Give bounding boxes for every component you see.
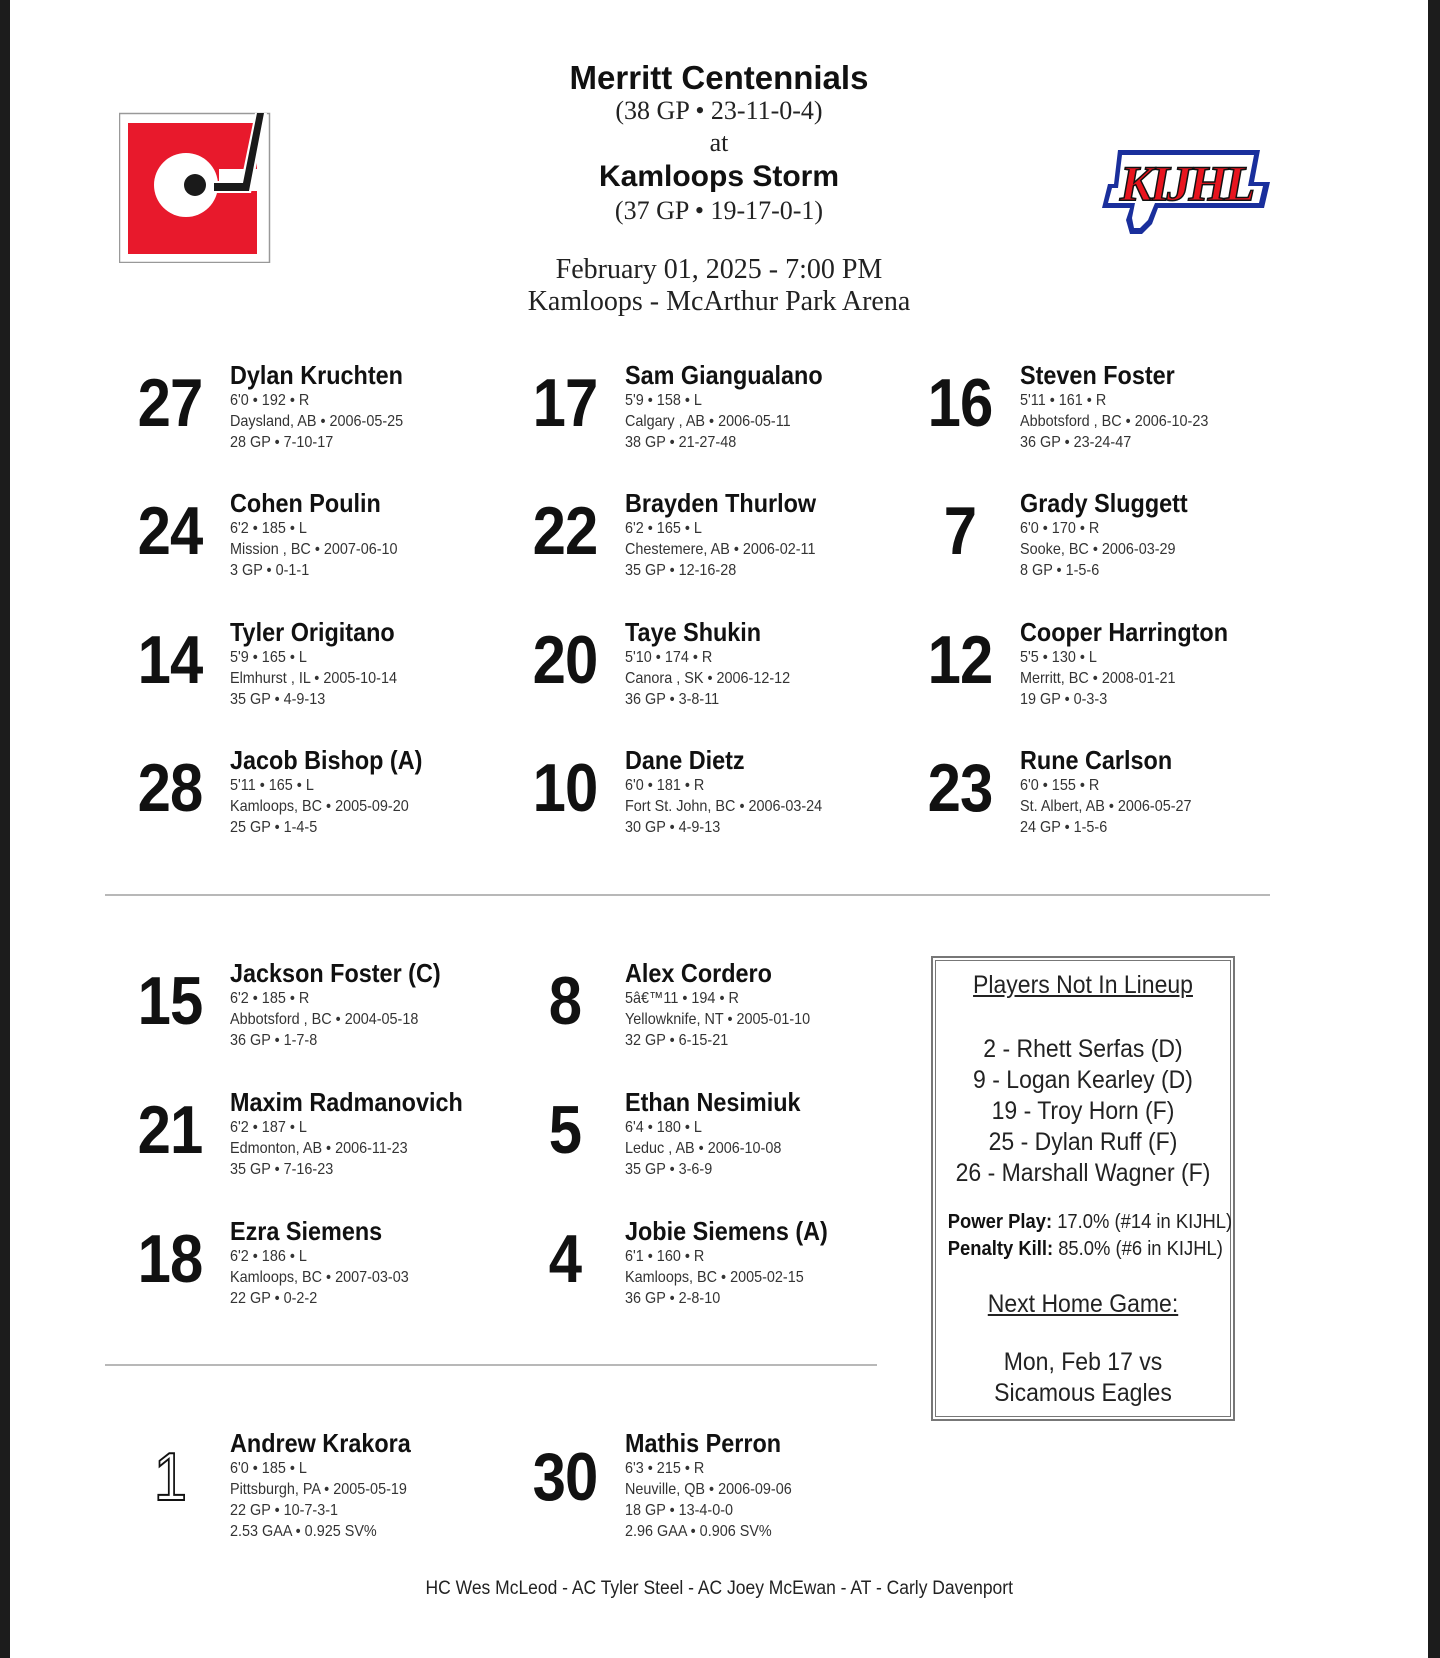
defense-divider xyxy=(105,1364,877,1366)
penalty-kill-value: 85.0% (#6 in KIJHL) xyxy=(1058,1238,1223,1260)
svg-text:KIJHL: KIJHL xyxy=(1119,155,1253,211)
player-hometown: Elmhurst , IL • 2005-10-14 xyxy=(230,670,397,687)
player-physical: 6'2 • 187 • L xyxy=(230,1119,307,1136)
player-name: Mathis Perron xyxy=(625,1428,782,1458)
player-stats: 24 GP • 1-5-6 xyxy=(1020,819,1108,836)
player-hometown: Canora , SK • 2006-12-12 xyxy=(625,670,791,687)
player-physical: 5'10 • 174 • R xyxy=(625,649,713,666)
player-physical: 6'0 • 185 • L xyxy=(230,1460,307,1477)
coaching-staff-text: HC Wes McLeod - AC Tyler Steel - AC Joey McEwan - AT - Carly Davenport xyxy=(425,1578,1013,1599)
player-name: Alex Cordero xyxy=(625,958,772,988)
player-name: Sam Giangualano xyxy=(625,360,823,390)
player-name: Grady Sluggett xyxy=(1020,488,1188,518)
player-hometown: Abbotsford , BC • 2004-05-18 xyxy=(230,1011,419,1028)
player-stats: 35 GP • 7-16-23 xyxy=(230,1161,334,1178)
player-hometown: Edmonton, AB • 2006-11-23 xyxy=(230,1140,408,1157)
player-hometown: Calgary , AB • 2006-05-11 xyxy=(625,413,791,430)
player-hometown: Kamloops, BC • 2005-09-20 xyxy=(230,798,409,815)
away-team-record: (38 GP • 23-11-0-4) xyxy=(615,96,823,125)
jersey-number: 10 xyxy=(532,750,598,826)
player-physical: 5'11 • 161 • R xyxy=(1020,392,1107,409)
jersey-number: 4 xyxy=(548,1221,582,1297)
player-name: Tyler Origitano xyxy=(230,617,395,647)
player-hometown: Kamloops, BC • 2005-02-15 xyxy=(625,1269,804,1286)
jersey-number: 17 xyxy=(532,365,598,441)
player-stats: 36 GP • 2-8-10 xyxy=(625,1290,721,1307)
player-hometown: Daysland, AB • 2006-05-25 xyxy=(230,413,404,430)
player-physical: 6'2 • 185 • R xyxy=(230,990,310,1007)
jersey-number: 18 xyxy=(137,1221,203,1297)
game-datetime: February 01, 2025 - 7:00 PM xyxy=(555,254,883,285)
player-physical: 6'0 • 155 • R xyxy=(1020,777,1100,794)
player-stats: 3 GP • 0-1-1 xyxy=(230,562,310,579)
player-hometown: Leduc , AB • 2006-10-08 xyxy=(625,1140,782,1157)
lineup-sheet xyxy=(10,0,1428,1658)
player-hometown: Fort St. John, BC • 2006-03-24 xyxy=(625,798,823,815)
player-stats: 32 GP • 6-15-21 xyxy=(625,1032,729,1049)
player-physical: 5'9 • 158 • L xyxy=(625,392,702,409)
player-stats: 36 GP • 23-24-47 xyxy=(1020,434,1132,451)
home-team-record: (37 GP • 19-17-0-1) xyxy=(614,196,824,225)
jersey-number: 27 xyxy=(137,365,203,441)
player-stats: 35 GP • 4-9-13 xyxy=(230,691,326,708)
jersey-number: 16 xyxy=(927,365,993,441)
scratch-item: 9 - Logan Kearley (D) xyxy=(973,1066,1193,1094)
player-physical: 6'3 • 215 • R xyxy=(625,1460,705,1477)
jersey-number: 8 xyxy=(548,963,582,1039)
power-play-stat xyxy=(947,1209,1233,1236)
player-hometown: Pittsburgh, PA • 2005-05-19 xyxy=(230,1481,407,1498)
player-physical: 6'4 • 180 • L xyxy=(625,1119,702,1136)
player-stats: 36 GP • 1-7-8 xyxy=(230,1032,318,1049)
player-physical: 6'0 • 181 • R xyxy=(625,777,705,794)
player-name: Dane Dietz xyxy=(625,745,745,775)
jersey-number: 15 xyxy=(137,963,203,1039)
player-name: Maxim Radmanovich xyxy=(230,1087,463,1117)
jersey-number: 7 xyxy=(943,493,977,569)
player-stats: 19 GP • 0-3-3 xyxy=(1020,691,1108,708)
penalty-kill-label: Penalty Kill: xyxy=(947,1238,1054,1260)
player-stats: 25 GP • 1-4-5 xyxy=(230,819,318,836)
goalie-stats: 2.96 GAA • 0.906 SV% xyxy=(625,1523,772,1540)
player-physical: 5'11 • 165 • L xyxy=(230,777,314,794)
scratch-item: 2 - Rhett Serfas (D) xyxy=(983,1035,1183,1063)
info-box xyxy=(931,956,1235,1421)
at-label: at xyxy=(709,128,729,157)
game-venue: Kamloops - McArthur Park Arena xyxy=(527,286,911,317)
player-stats: 35 GP • 3-6-9 xyxy=(625,1161,713,1178)
goalie-stats: 2.53 GAA • 0.925 SV% xyxy=(230,1523,377,1540)
jersey-number: 12 xyxy=(927,622,993,698)
player-stats: 38 GP • 21-27-48 xyxy=(625,434,737,451)
player-stats: 36 GP • 3-8-11 xyxy=(625,691,720,708)
player-hometown: Merritt, BC • 2008-01-21 xyxy=(1020,670,1176,687)
player-hometown: Kamloops, BC • 2007-03-03 xyxy=(230,1269,409,1286)
player-name: Steven Foster xyxy=(1020,360,1175,390)
player-hometown: Abbotsford , BC • 2006-10-23 xyxy=(1020,413,1209,430)
jersey-number: 28 xyxy=(137,750,203,826)
jersey-number: 23 xyxy=(927,750,993,826)
player-name: Brayden Thurlow xyxy=(625,488,817,518)
player-stats: 30 GP • 4-9-13 xyxy=(625,819,721,836)
player-stats: 8 GP • 1-5-6 xyxy=(1020,562,1100,579)
jersey-number: 21 xyxy=(137,1092,203,1168)
away-team-name: Merritt Centennials xyxy=(569,59,869,96)
scratch-item: 26 - Marshall Wagner (F) xyxy=(955,1159,1211,1187)
next-game-opponent: Sicamous Eagles xyxy=(994,1379,1172,1407)
player-physical: 6'2 • 185 • L xyxy=(230,520,307,537)
player-physical: 5â€™11 • 194 • R xyxy=(625,990,739,1007)
jersey-number: 14 xyxy=(137,622,203,698)
player-physical: 6'1 • 160 • R xyxy=(625,1248,705,1265)
coaching-staff xyxy=(10,1578,1428,1600)
player-physical: 5'9 • 165 • L xyxy=(230,649,307,666)
scratch-item: 25 - Dylan Ruff (F) xyxy=(988,1128,1178,1156)
player-name: Andrew Krakora xyxy=(230,1428,411,1458)
player-hometown: Mission , BC • 2007-06-10 xyxy=(230,541,398,558)
jersey-number: 5 xyxy=(548,1092,582,1168)
player-name: Ethan Nesimiuk xyxy=(625,1087,801,1117)
player-stats: 22 GP • 0-2-2 xyxy=(230,1290,318,1307)
player-name: Taye Shukin xyxy=(625,617,762,647)
player-physical: 6'0 • 170 • R xyxy=(1020,520,1100,537)
player-hometown: St. Albert, AB • 2006-05-27 xyxy=(1020,798,1192,815)
player-name: Dylan Kruchten xyxy=(230,360,403,390)
player-name: Jobie Siemens (A) xyxy=(625,1216,828,1246)
player-stats: 28 GP • 7-10-17 xyxy=(230,434,334,451)
player-hometown: Neuville, QB • 2006-09-06 xyxy=(625,1481,792,1498)
player-hometown: Sooke, BC • 2006-03-29 xyxy=(1020,541,1176,558)
player-name: Rune Carlson xyxy=(1020,745,1173,775)
jersey-number: 22 xyxy=(532,493,598,569)
player-physical: 6'2 • 165 • L xyxy=(625,520,702,537)
next-game-date: Mon, Feb 17 vs xyxy=(1003,1348,1163,1376)
jersey-number: 20 xyxy=(532,622,598,698)
jersey-number: 24 xyxy=(137,493,203,569)
forwards-divider xyxy=(105,894,1270,896)
player-name: Jackson Foster (C) xyxy=(230,958,441,988)
scratches-title: Players Not In Lineup xyxy=(973,971,1193,999)
player-physical: 5'5 • 130 • L xyxy=(1020,649,1097,666)
player-name: Cohen Poulin xyxy=(230,488,381,518)
jersey-number: 1 xyxy=(153,1439,187,1515)
player-physical: 6'0 • 192 • R xyxy=(230,392,310,409)
penalty-kill-stat xyxy=(947,1236,1223,1263)
player-hometown: Chestemere, AB • 2006-02-11 xyxy=(625,541,816,558)
player-stats: 35 GP • 12-16-28 xyxy=(625,562,737,579)
player-name: Cooper Harrington xyxy=(1020,617,1228,647)
player-name: Ezra Siemens xyxy=(230,1216,383,1246)
home-team-name: Kamloops Storm xyxy=(598,160,840,193)
jersey-number: 30 xyxy=(532,1439,598,1515)
power-play-value: 17.0% (#14 in KIJHL) xyxy=(1057,1211,1233,1233)
player-name: Jacob Bishop (A) xyxy=(230,745,423,775)
player-stats: 22 GP • 10-7-3-1 xyxy=(230,1502,339,1519)
power-play-label: Power Play: xyxy=(947,1211,1053,1233)
player-physical: 6'2 • 186 • L xyxy=(230,1248,307,1265)
player-stats: 18 GP • 13-4-0-0 xyxy=(625,1502,734,1519)
scratch-item: 19 - Troy Horn (F) xyxy=(991,1097,1175,1125)
player-hometown: Yellowknife, NT • 2005-01-10 xyxy=(625,1011,811,1028)
next-game-title: Next Home Game: xyxy=(987,1290,1179,1318)
